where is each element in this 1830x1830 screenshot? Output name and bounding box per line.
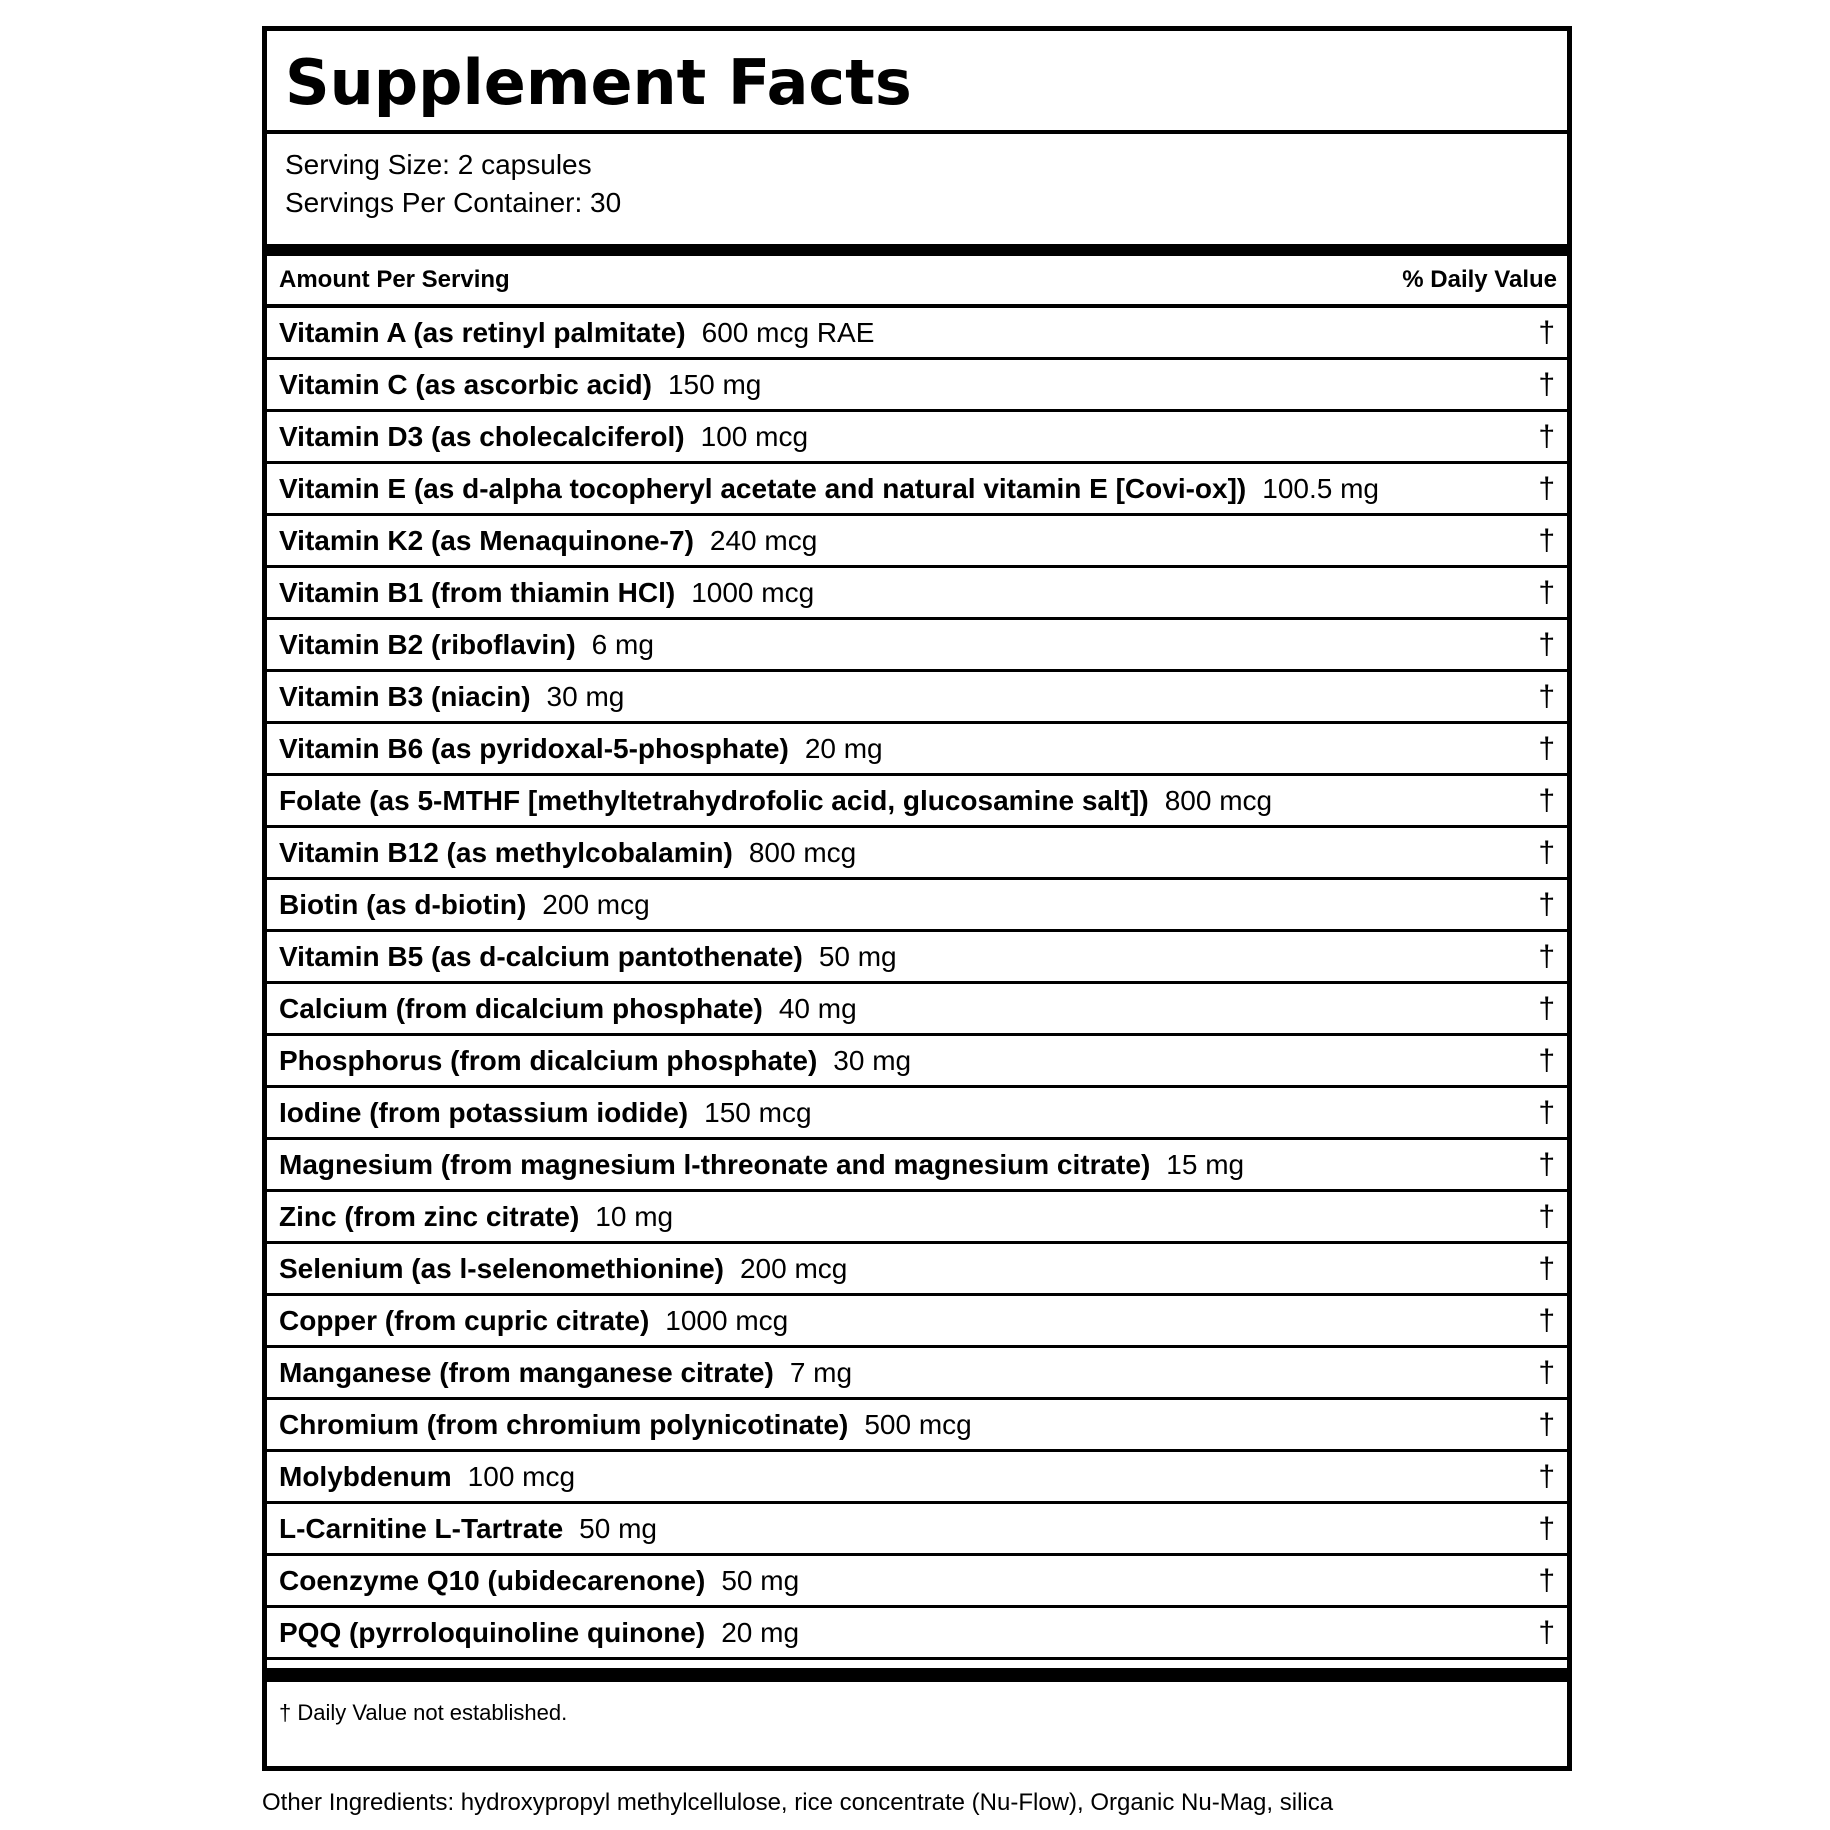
nutrient-name: Vitamin B1 (from thiamin HCl) <box>279 576 676 608</box>
serving-size: Serving Size: 2 capsules <box>285 149 592 180</box>
nutrient-amount: 800 mcg <box>1164 784 1273 816</box>
nutrient-name: Molybdenum <box>279 1460 452 1492</box>
dagger-daily-value: † <box>1538 627 1555 661</box>
footnote: † Daily Value not established. <box>279 1700 568 1725</box>
nutrient-amount: 1000 mcg <box>691 576 815 608</box>
dagger-daily-value: † <box>1538 1407 1555 1441</box>
nutrient-label <box>279 629 654 661</box>
nutrient-label <box>279 941 897 973</box>
nutrient-name: Vitamin E (as d-alpha tocopheryl acetate and natural vitamin E [Covi-ox]) <box>279 472 1247 504</box>
nutrient-row <box>267 1244 1567 1296</box>
nutrient-amount: 20 mg <box>804 732 883 764</box>
nutrient-row <box>267 1400 1567 1452</box>
panel-title: Supplement Facts <box>285 45 912 119</box>
nutrient-name: Vitamin B5 (as d-calcium pantothenate) <box>279 940 803 972</box>
nutrient-amount: 6 mg <box>591 628 654 660</box>
nutrient-amount: 1000 mcg <box>665 1304 789 1336</box>
nutrient-label <box>279 1617 799 1649</box>
nutrient-row <box>267 672 1567 724</box>
nutrient-amount: 10 mg <box>595 1200 674 1232</box>
nutrient-row <box>267 360 1567 412</box>
nutrient-label <box>279 837 856 869</box>
serving-info <box>267 134 1567 256</box>
nutrient-amount: 50 mg <box>579 1512 657 1544</box>
nutrient-amount: 100.5 mg <box>1262 472 1379 504</box>
nutrient-row <box>267 1296 1567 1348</box>
dagger-daily-value: † <box>1538 731 1555 765</box>
nutrient-row <box>267 1140 1567 1192</box>
dagger-daily-value: † <box>1538 367 1555 401</box>
nutrient-row <box>267 620 1567 672</box>
nutrient-name: Chromium (from chromium polynicotinate) <box>279 1408 849 1440</box>
nutrient-name: Vitamin C (as ascorbic acid) <box>279 368 652 400</box>
nutrient-name: Vitamin B3 (niacin) <box>279 680 531 712</box>
nutrient-name: Zinc (from zinc citrate) <box>279 1200 580 1232</box>
dagger-daily-value: † <box>1538 887 1555 921</box>
nutrient-label <box>279 1045 911 1077</box>
dagger-daily-value: † <box>1538 1511 1555 1545</box>
nutrient-label <box>279 733 883 765</box>
nutrient-row <box>267 412 1567 464</box>
nutrient-name: PQQ (pyrroloquinoline quinone) <box>279 1616 706 1648</box>
nutrient-name: Phosphorus (from dicalcium phosphate) <box>279 1044 818 1076</box>
dagger-daily-value: † <box>1538 1095 1555 1129</box>
dagger-daily-value: † <box>1538 1355 1555 1389</box>
nutrient-name: Vitamin A (as retinyl palmitate) <box>279 316 686 348</box>
nutrient-amount: 200 mcg <box>739 1252 848 1284</box>
nutrient-row <box>267 1348 1567 1400</box>
nutrient-label <box>279 317 874 349</box>
dagger-daily-value: † <box>1538 1199 1555 1233</box>
nutrient-label <box>279 681 624 713</box>
dagger-daily-value: † <box>1538 1251 1555 1285</box>
nutrient-row <box>267 1504 1567 1556</box>
nutrient-amount: 200 mcg <box>542 888 650 920</box>
dagger-daily-value: † <box>1538 419 1555 453</box>
nutrient-name: Coenzyme Q10 (ubidecarenone) <box>279 1564 706 1596</box>
nutrient-label <box>279 1409 972 1441</box>
nutrient-amount: 150 mcg <box>704 1096 812 1128</box>
nutrient-label <box>279 577 814 609</box>
nutrient-label <box>279 1201 673 1233</box>
nutrient-label <box>279 1513 657 1545</box>
nutrient-row <box>267 880 1567 932</box>
dagger-daily-value: † <box>1538 471 1555 505</box>
nutrient-amount: 30 mg <box>833 1044 912 1076</box>
nutrient-name: Vitamin K2 (as Menaquinone-7) <box>279 524 694 556</box>
amount-per-serving-header: Amount Per Serving <box>279 266 510 293</box>
dagger-daily-value: † <box>1538 1043 1555 1077</box>
nutrient-row <box>267 516 1567 568</box>
nutrient-amount: 50 mg <box>721 1564 800 1596</box>
nutrient-row <box>267 1088 1567 1140</box>
dagger-daily-value: † <box>1538 991 1555 1025</box>
dagger-daily-value: † <box>1538 1459 1555 1493</box>
nutrient-amount: 7 mg <box>789 1356 853 1388</box>
nutrient-name: Folate (as 5-MTHF [methyltetrahydrofolic acid, glucosamine salt]) <box>279 784 1149 816</box>
nutrient-name: Vitamin B2 (riboflavin) <box>279 628 576 660</box>
daily-value-header: % Daily Value <box>1402 266 1557 293</box>
nutrient-amount: 30 mg <box>546 680 625 712</box>
other-ingredients: Other Ingredients: hydroxypropyl methylcellulose, rice concentrate (Nu-Flow), Organic Nu-Mag, silica <box>262 1789 1334 1816</box>
nutrient-name: L-Carnitine L-Tartrate <box>279 1512 564 1544</box>
nutrient-amount: 40 mg <box>778 992 857 1024</box>
nutrient-name: Vitamin B6 (as pyridoxal-5-phosphate) <box>279 732 789 764</box>
nutrient-row <box>267 464 1567 516</box>
nutrient-label <box>279 1097 812 1129</box>
nutrient-row <box>267 828 1567 880</box>
nutrient-label <box>279 473 1379 505</box>
bottom-divider <box>267 1660 1567 1682</box>
nutrient-label <box>279 1357 852 1389</box>
nutrient-row <box>267 1452 1567 1504</box>
nutrient-list <box>267 308 1567 1660</box>
nutrient-label <box>279 1305 788 1337</box>
nutrient-amount: 15 mg <box>1166 1148 1245 1180</box>
nutrient-row <box>267 1608 1567 1660</box>
nutrient-row <box>267 984 1567 1036</box>
nutrient-row <box>267 724 1567 776</box>
nutrient-name: Selenium (as l-selenomethionine) <box>279 1252 724 1284</box>
nutrient-label <box>279 369 761 401</box>
nutrient-row <box>267 308 1567 360</box>
nutrient-label <box>279 889 650 921</box>
dagger-daily-value: † <box>1538 1563 1555 1597</box>
nutrient-amount: 600 mcg RAE <box>701 316 875 348</box>
nutrient-name: Iodine (from potassium iodide) <box>279 1096 689 1128</box>
nutrient-row <box>267 776 1567 828</box>
dagger-daily-value: † <box>1538 1147 1555 1181</box>
nutrient-name: Magnesium (from magnesium l-threonate and magnesium citrate) <box>279 1148 1151 1180</box>
nutrient-name: Biotin (as d-biotin) <box>279 888 527 920</box>
nutrient-amount: 100 mcg <box>700 420 809 452</box>
nutrient-label <box>279 1253 847 1285</box>
nutrient-label <box>279 525 817 557</box>
dagger-daily-value: † <box>1538 315 1555 349</box>
nutrient-amount: 100 mcg <box>467 1460 576 1492</box>
dagger-daily-value: † <box>1538 835 1555 869</box>
nutrient-row <box>267 1556 1567 1608</box>
nutrient-label <box>279 785 1272 817</box>
nutrient-row <box>267 1192 1567 1244</box>
nutrient-name: Manganese (from manganese citrate) <box>279 1356 774 1388</box>
column-header-row <box>267 256 1567 308</box>
dagger-daily-value: † <box>1538 1303 1555 1337</box>
nutrient-row <box>267 568 1567 620</box>
dagger-daily-value: † <box>1538 1615 1555 1649</box>
nutrient-name: Calcium (from dicalcium phosphate) <box>279 992 763 1024</box>
nutrient-amount: 150 mg <box>667 368 762 400</box>
dagger-daily-value: † <box>1538 783 1555 817</box>
nutrient-row <box>267 932 1567 984</box>
nutrient-label <box>279 1149 1244 1181</box>
dagger-daily-value: † <box>1538 575 1555 609</box>
servings-per-container: Servings Per Container: 30 <box>285 187 622 218</box>
nutrient-amount: 50 mg <box>818 940 897 972</box>
nutrient-amount: 240 mcg <box>709 524 818 556</box>
dagger-daily-value: † <box>1538 939 1555 973</box>
nutrient-name: Vitamin B12 (as methylcobalamin) <box>279 836 733 868</box>
nutrient-amount: 20 mg <box>721 1616 800 1648</box>
nutrient-name: Vitamin D3 (as cholecalciferol) <box>279 420 685 452</box>
nutrient-amount: 500 mcg <box>864 1408 972 1440</box>
nutrient-amount: 800 mcg <box>748 836 857 868</box>
nutrient-label <box>279 1565 799 1597</box>
nutrient-label <box>279 421 808 453</box>
title-row <box>267 31 1567 134</box>
dagger-daily-value: † <box>1538 523 1555 557</box>
supplement-facts-panel <box>262 26 1572 1771</box>
dagger-daily-value: † <box>1538 679 1555 713</box>
nutrient-row <box>267 1036 1567 1088</box>
nutrient-name: Copper (from cupric citrate) <box>279 1304 650 1336</box>
nutrient-label <box>279 1461 575 1493</box>
nutrient-label <box>279 993 857 1025</box>
